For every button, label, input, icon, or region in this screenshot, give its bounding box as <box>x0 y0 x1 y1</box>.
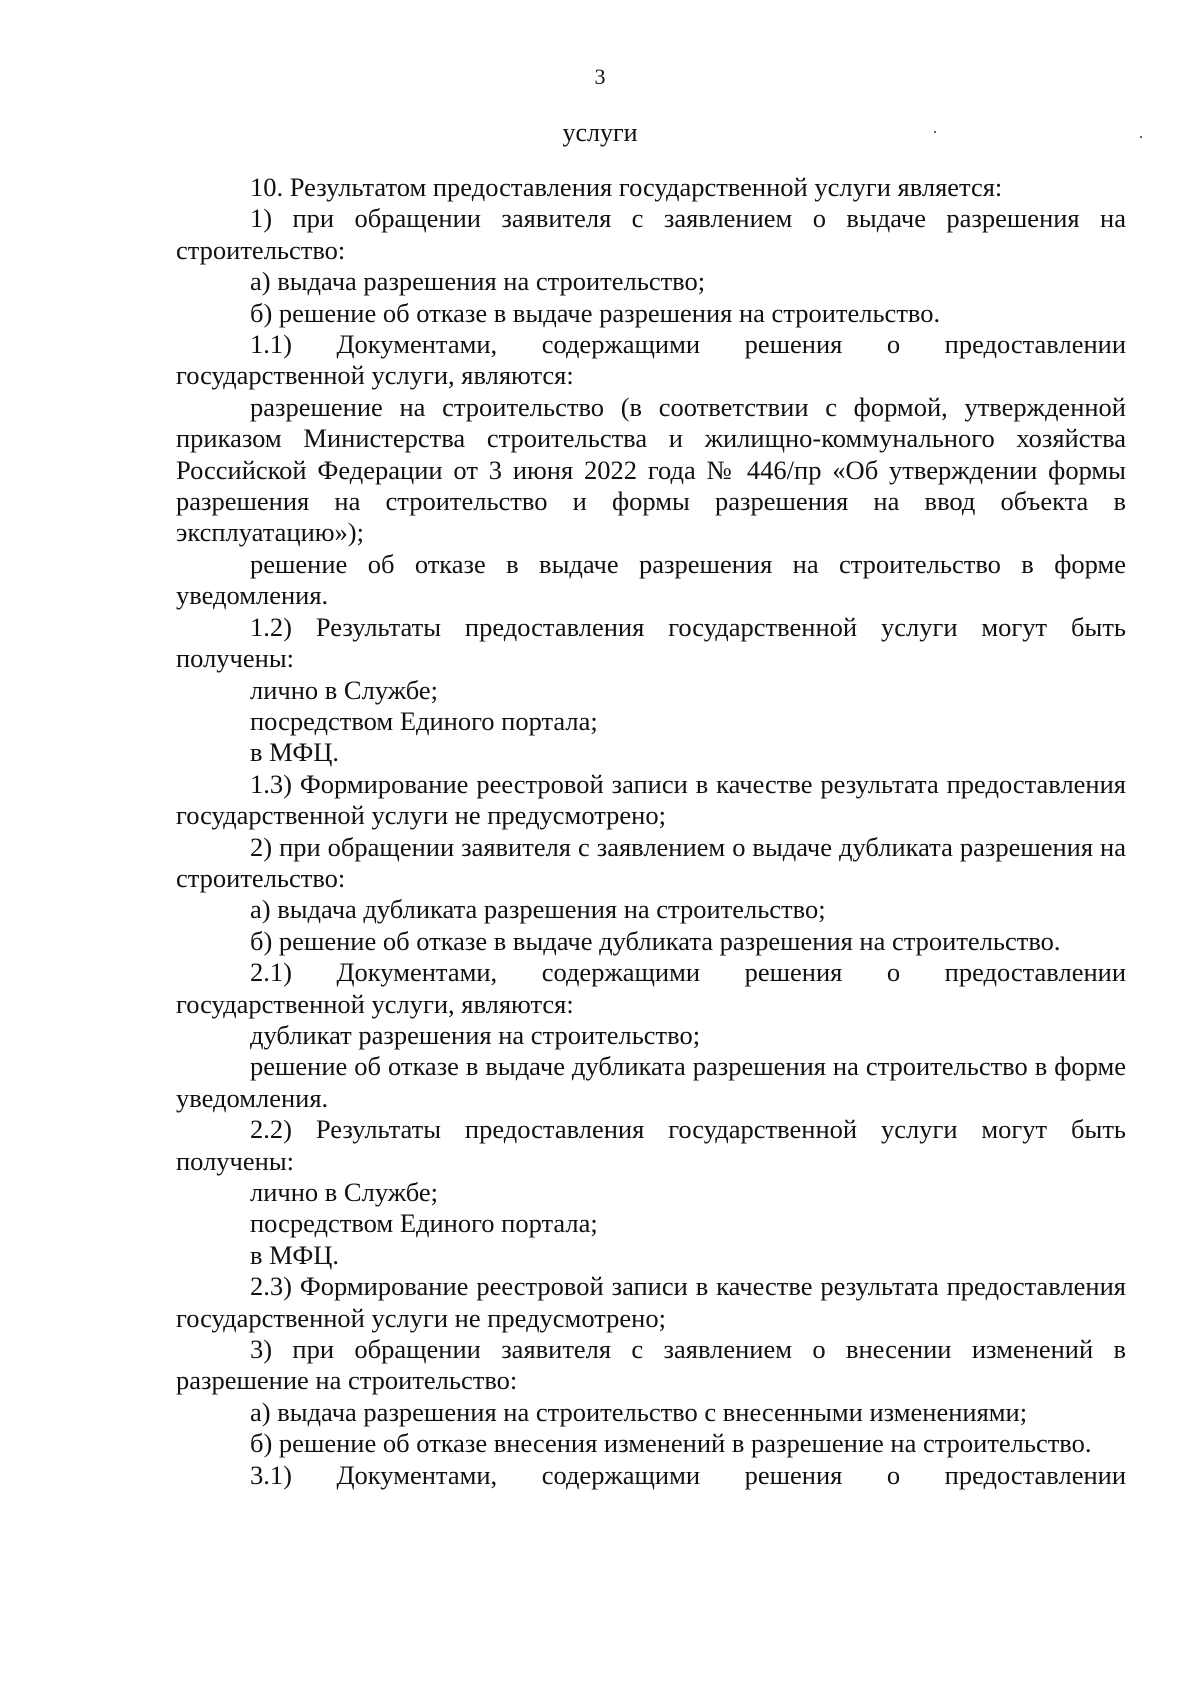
scan-speck <box>1140 136 1142 138</box>
paragraph: а) выдача разрешения на строительство; <box>250 266 706 297</box>
paragraph: посредством Единого портала; <box>250 1208 598 1239</box>
paragraph: 2.1) Документами, содержащими решения о предоставлении государственной услуги, являются: <box>176 957 1126 1019</box>
paragraph: б) решение об отказе в выдаче дубликата разрешения на строительство. <box>250 925 1061 956</box>
paragraph: 2.2) Результаты предоставления государственной услуги могут быть получены: <box>176 1114 1126 1176</box>
section-heading: услуги <box>562 118 638 147</box>
paragraph: а) выдача разрешения на строительство с внесенными изменениями; <box>250 1396 1028 1427</box>
paragraph: в МФЦ. <box>250 1239 340 1270</box>
paragraph: разрешение на строительство (в соответствии с формой, утвержденной приказом Министерства строительства и жилищно-коммунального хозяйства Российской Федерации от 3 июня 2022 года № 446/пр «Об утверждении формы разрешения на строительство и формы разрешения на ввод объекта в эксплуатацию»); <box>176 391 1126 548</box>
paragraph: 1.1) Документами, содержащими решения о предоставлении государственной услуги, являются: <box>176 329 1126 391</box>
paragraph: 1.2) Результаты предоставления государственной услуги могут быть получены: <box>176 611 1126 674</box>
paragraph: в МФЦ. <box>250 737 340 768</box>
paragraph: 10. Результатом предоставления государственной услуги является: <box>250 172 1003 202</box>
paragraph: лично в Службе; <box>250 674 438 705</box>
paragraph: 3.1) Документами, содержащими решения о предоставлении <box>250 1459 1126 1490</box>
paragraph: б) решение об отказе внесения изменений в разрешение на строительство. <box>250 1428 1092 1459</box>
page-number: 3 <box>594 64 606 89</box>
paragraph: лично в Службе; <box>250 1177 438 1207</box>
paragraph: 1.3) Формирование реестровой записи в качестве результата предоставления государственной услуги не предусмотрено; <box>176 768 1126 831</box>
paragraph: решение об отказе в выдаче дубликата разрешения на строительство в форме уведомления. <box>176 1051 1126 1113</box>
scan-speck <box>934 131 936 133</box>
paragraph: б) решение об отказе в выдаче разрешения на строительство. <box>250 297 941 328</box>
paragraph: 1) при обращении заявителя с заявлением о выдаче разрешения на строительство: <box>176 203 1126 265</box>
paragraph: а) выдача дубликата разрешения на строительство; <box>250 894 826 925</box>
paragraph: дубликат разрешения на строительство; <box>250 1019 701 1050</box>
paragraph: 2) при обращении заявителя с заявлением о выдаче дубликата разрешения на строительство: <box>176 831 1126 893</box>
paragraph: 3) при обращении заявителя с заявлением о внесении изменений в разрешение на строительство: <box>176 1334 1126 1396</box>
paragraph: решение об отказе в выдаче разрешения на строительство в форме уведомления. <box>176 548 1126 611</box>
paragraph: 2.3) Формирование реестровой записи в качестве результата предоставления государственной услуги не предусмотрено; <box>176 1271 1126 1333</box>
paragraph: посредством Единого портала; <box>250 705 598 736</box>
document-body <box>176 172 1126 1491</box>
